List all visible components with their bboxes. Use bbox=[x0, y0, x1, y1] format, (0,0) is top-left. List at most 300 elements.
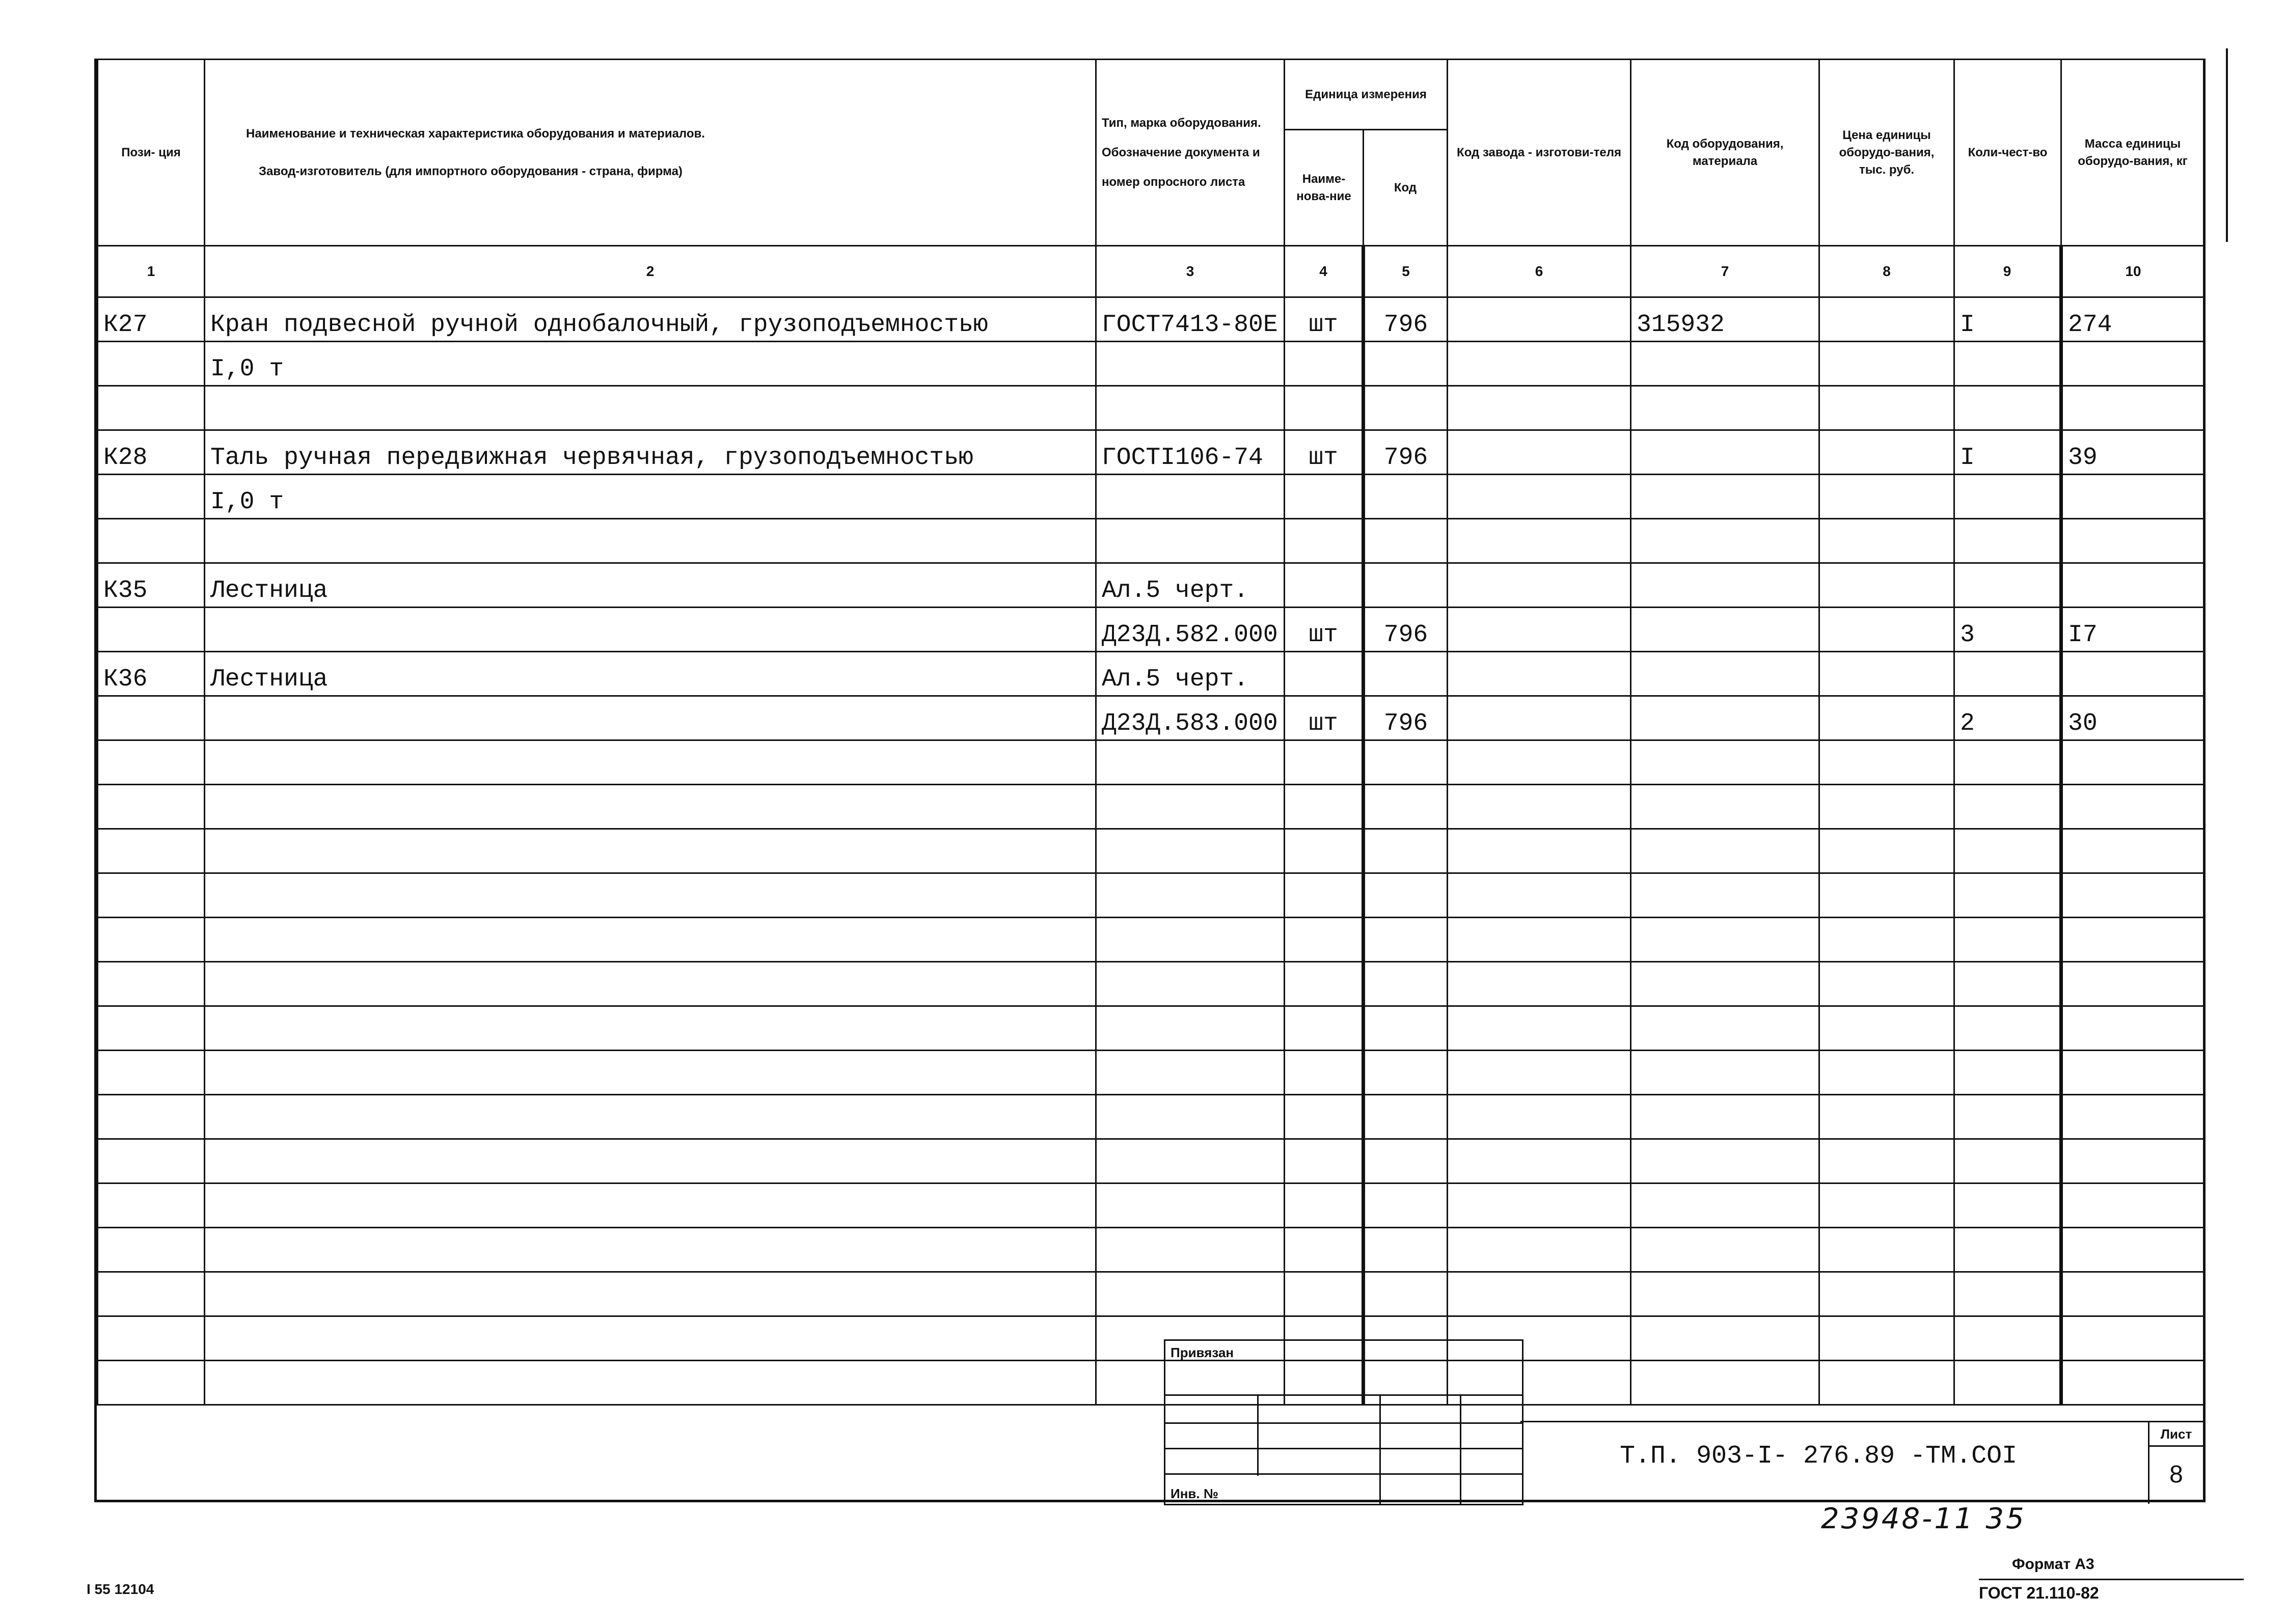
table-cell bbox=[1448, 740, 1631, 785]
column-number: 7 bbox=[1631, 246, 1819, 297]
table-cell bbox=[1364, 386, 1448, 430]
table-cell bbox=[1448, 652, 1631, 696]
table-cell bbox=[98, 1361, 205, 1405]
specification-table bbox=[97, 59, 2205, 1406]
table-cell bbox=[1364, 1095, 1448, 1139]
table-cell: К35 bbox=[98, 563, 205, 608]
table-cell bbox=[205, 1051, 1096, 1095]
table-cell bbox=[1448, 1183, 1631, 1228]
column-number: 9 bbox=[1954, 246, 2061, 297]
table-cell bbox=[98, 829, 205, 873]
table-cell bbox=[2061, 1228, 2205, 1272]
document-code: Т.П. 903-I- 276.89 -ТМ.СОI bbox=[1620, 1442, 2018, 1471]
table-cell bbox=[1819, 1272, 1954, 1316]
table-cell: шт bbox=[1285, 430, 1364, 475]
table-cell bbox=[1954, 342, 2061, 386]
table-cell bbox=[205, 1006, 1096, 1051]
table-row bbox=[98, 1272, 2205, 1316]
table-row bbox=[98, 475, 2205, 519]
table-cell bbox=[2061, 386, 2205, 430]
table-cell bbox=[205, 1361, 1096, 1405]
table-row bbox=[98, 740, 2205, 785]
table-cell bbox=[98, 519, 205, 563]
table-cell: 2 bbox=[1954, 696, 2061, 740]
table-cell bbox=[1631, 1228, 1819, 1272]
table-cell bbox=[1096, 1183, 1285, 1228]
format-label: Формат А3 bbox=[2012, 1556, 2094, 1573]
table-cell bbox=[1364, 475, 1448, 519]
table-cell bbox=[1631, 829, 1819, 873]
table-cell bbox=[98, 1051, 205, 1095]
table-cell bbox=[2061, 785, 2205, 829]
table-cell bbox=[1954, 918, 2061, 962]
header-equipment-code: Код оборудования, материала bbox=[1631, 60, 1819, 246]
table-cell bbox=[205, 386, 1096, 430]
table-cell bbox=[1448, 918, 1631, 962]
table-cell bbox=[205, 740, 1096, 785]
table-cell bbox=[2061, 342, 2205, 386]
table-cell: Лестница bbox=[205, 652, 1096, 696]
table-cell bbox=[1448, 1006, 1631, 1051]
table-cell bbox=[1631, 519, 1819, 563]
stamp-line bbox=[1165, 1394, 1522, 1396]
table-cell bbox=[1448, 829, 1631, 873]
table-cell: ГОСТ7413-80Е bbox=[1096, 297, 1285, 342]
column-number-row bbox=[98, 246, 2205, 297]
specification-body bbox=[98, 297, 2205, 1405]
table-cell bbox=[1364, 1183, 1448, 1228]
table-cell: Ал.5 черт. bbox=[1096, 563, 1285, 608]
table-cell: К28 bbox=[98, 430, 205, 475]
table-cell bbox=[98, 962, 205, 1006]
table-cell bbox=[1819, 1316, 1954, 1361]
header-mass: Масса единицы оборудо-вания, кг bbox=[2061, 60, 2205, 246]
table-cell bbox=[1285, 563, 1364, 608]
table-cell bbox=[2061, 1006, 2205, 1051]
table-cell bbox=[1954, 785, 2061, 829]
table-row bbox=[98, 1316, 2205, 1361]
header-name-line2: Завод-изготовитель (для импортного оборудования - страна, фирма) bbox=[259, 164, 683, 178]
table-cell bbox=[1631, 386, 1819, 430]
table-cell: шт bbox=[1285, 297, 1364, 342]
table-cell bbox=[98, 873, 205, 918]
table-cell bbox=[98, 1006, 205, 1051]
table-cell bbox=[1954, 1006, 2061, 1051]
table-cell bbox=[1096, 785, 1285, 829]
table-cell bbox=[1819, 918, 1954, 962]
table-cell bbox=[1819, 873, 1954, 918]
table-cell: 796 bbox=[1364, 608, 1448, 652]
table-cell bbox=[1096, 475, 1285, 519]
table-cell bbox=[1819, 962, 1954, 1006]
stamp-vline bbox=[1460, 1396, 1461, 1504]
table-cell bbox=[98, 475, 205, 519]
table-cell bbox=[1631, 1183, 1819, 1228]
table-cell bbox=[1448, 342, 1631, 386]
table-cell bbox=[1631, 740, 1819, 785]
table-cell bbox=[1364, 1006, 1448, 1051]
table-cell bbox=[1285, 829, 1364, 873]
table-row bbox=[98, 430, 2205, 475]
table-cell bbox=[1954, 1183, 2061, 1228]
table-cell bbox=[1285, 962, 1364, 1006]
table-cell bbox=[205, 1316, 1096, 1361]
table-row bbox=[98, 1051, 2205, 1095]
table-row bbox=[98, 342, 2205, 386]
table-cell bbox=[98, 785, 205, 829]
table-cell bbox=[2061, 1316, 2205, 1361]
table-cell bbox=[205, 1183, 1096, 1228]
table-cell bbox=[2061, 563, 2205, 608]
table-cell bbox=[1285, 342, 1364, 386]
table-cell bbox=[1096, 342, 1285, 386]
table-cell bbox=[1954, 1228, 2061, 1272]
table-cell: Таль ручная передвижная червячная, грузоподъемностью bbox=[205, 430, 1096, 475]
table-cell bbox=[1819, 608, 1954, 652]
column-number: 5 bbox=[1364, 246, 1448, 297]
table-cell bbox=[1448, 696, 1631, 740]
table-cell bbox=[1364, 962, 1448, 1006]
table-cell bbox=[98, 1228, 205, 1272]
table-cell bbox=[1364, 342, 1448, 386]
header-unit-group: Единица измерения bbox=[1285, 60, 1448, 130]
table-cell: 39 bbox=[2061, 430, 2205, 475]
table-cell bbox=[2061, 475, 2205, 519]
table-cell: I7 bbox=[2061, 608, 2205, 652]
table-cell bbox=[98, 740, 205, 785]
table-cell bbox=[1819, 386, 1954, 430]
table-cell bbox=[1631, 475, 1819, 519]
table-row bbox=[98, 785, 2205, 829]
table-cell bbox=[1448, 519, 1631, 563]
table-cell bbox=[2061, 1272, 2205, 1316]
table-cell bbox=[1631, 696, 1819, 740]
table-cell bbox=[1954, 873, 2061, 918]
header-name bbox=[205, 60, 1096, 246]
table-cell bbox=[98, 1272, 205, 1316]
table-row bbox=[98, 829, 2205, 873]
table-cell bbox=[1631, 1316, 1819, 1361]
table-cell bbox=[1954, 740, 2061, 785]
table-row bbox=[98, 696, 2205, 740]
table-cell: 796 bbox=[1364, 430, 1448, 475]
table-cell bbox=[1631, 1139, 1819, 1183]
table-cell bbox=[1285, 785, 1364, 829]
table-cell: 796 bbox=[1364, 297, 1448, 342]
header-factory-code: Код завода - изготови-теля bbox=[1448, 60, 1631, 246]
table-cell bbox=[2061, 519, 2205, 563]
table-cell bbox=[2061, 873, 2205, 918]
table-cell bbox=[205, 1139, 1096, 1183]
table-cell bbox=[2061, 1095, 2205, 1139]
table-cell bbox=[1448, 1051, 1631, 1095]
table-cell bbox=[205, 608, 1096, 652]
table-cell bbox=[1954, 563, 2061, 608]
table-cell bbox=[1364, 918, 1448, 962]
table-cell bbox=[1954, 386, 2061, 430]
table-cell bbox=[1285, 1139, 1364, 1183]
table-cell: Лестница bbox=[205, 563, 1096, 608]
table-cell bbox=[98, 386, 205, 430]
table-cell bbox=[1448, 1228, 1631, 1272]
table-cell bbox=[1819, 1051, 1954, 1095]
table-cell bbox=[1285, 1095, 1364, 1139]
table-cell bbox=[205, 1095, 1096, 1139]
table-cell bbox=[205, 962, 1096, 1006]
table-cell: шт bbox=[1285, 608, 1364, 652]
table-cell bbox=[1954, 1361, 2061, 1405]
header-name-line1: Наименование и техническая характеристика оборудования и материалов. bbox=[246, 126, 705, 141]
header-unit-code: Код bbox=[1364, 130, 1448, 246]
table-cell bbox=[1364, 785, 1448, 829]
table-cell bbox=[1096, 918, 1285, 962]
table-cell bbox=[1448, 1139, 1631, 1183]
table-cell bbox=[1096, 873, 1285, 918]
table-cell bbox=[1954, 962, 2061, 1006]
table-cell: ГОСТI106-74 bbox=[1096, 430, 1285, 475]
table-cell bbox=[1631, 785, 1819, 829]
table-cell bbox=[1448, 563, 1631, 608]
table-cell bbox=[1631, 918, 1819, 962]
table-cell bbox=[205, 1272, 1096, 1316]
table-cell: 315932 bbox=[1631, 297, 1819, 342]
table-cell bbox=[1819, 1006, 1954, 1051]
table-cell bbox=[1954, 519, 2061, 563]
table-cell: Д23Д.582.000 bbox=[1096, 608, 1285, 652]
table-cell bbox=[1631, 1095, 1819, 1139]
table-cell bbox=[1819, 785, 1954, 829]
header-unit-name: Наиме-нова-ние bbox=[1285, 130, 1364, 246]
table-cell bbox=[2061, 1051, 2205, 1095]
table-cell bbox=[1819, 563, 1954, 608]
table-row bbox=[98, 918, 2205, 962]
table-cell bbox=[1448, 475, 1631, 519]
table-cell: К27 bbox=[98, 297, 205, 342]
table-cell bbox=[1285, 740, 1364, 785]
table-cell bbox=[1448, 962, 1631, 1006]
table-cell bbox=[1819, 475, 1954, 519]
table-cell bbox=[1285, 1228, 1364, 1272]
table-cell bbox=[1819, 1139, 1954, 1183]
table-cell bbox=[1285, 1051, 1364, 1095]
table-cell bbox=[98, 1183, 205, 1228]
table-cell bbox=[1364, 829, 1448, 873]
table-cell bbox=[1819, 519, 1954, 563]
table-row bbox=[98, 1183, 2205, 1228]
table-cell bbox=[1819, 297, 1954, 342]
header-quantity: Коли-чест-во bbox=[1954, 60, 2061, 246]
table-cell: 30 bbox=[2061, 696, 2205, 740]
header-position: Пози- ция bbox=[98, 60, 205, 246]
table-cell bbox=[205, 918, 1096, 962]
header-type: Тип, марка оборудования. Обозначение документа и номер опросного листа bbox=[1096, 60, 1285, 246]
sheet-box bbox=[2148, 1422, 2203, 1504]
table-cell bbox=[98, 342, 205, 386]
table-cell bbox=[1631, 342, 1819, 386]
table-cell bbox=[98, 1316, 205, 1361]
sheet-number: 8 bbox=[2169, 1461, 2183, 1488]
table-row bbox=[98, 608, 2205, 652]
table-cell bbox=[98, 1095, 205, 1139]
table-cell bbox=[1364, 652, 1448, 696]
stamp-label-inventory: Инв. № bbox=[1171, 1486, 1218, 1501]
table-cell bbox=[98, 608, 205, 652]
stamp-line bbox=[1165, 1473, 1522, 1475]
table-cell bbox=[98, 918, 205, 962]
table-cell bbox=[1448, 785, 1631, 829]
table-cell bbox=[2061, 652, 2205, 696]
column-number: 3 bbox=[1096, 246, 1285, 297]
table-cell bbox=[1448, 873, 1631, 918]
table-cell bbox=[1631, 873, 1819, 918]
table-cell bbox=[1364, 1051, 1448, 1095]
table-cell bbox=[1448, 386, 1631, 430]
table-cell bbox=[1096, 386, 1285, 430]
table-cell bbox=[1819, 1183, 1954, 1228]
table-cell bbox=[1096, 962, 1285, 1006]
table-cell: 3 bbox=[1954, 608, 2061, 652]
table-row bbox=[98, 1006, 2205, 1051]
header-price: Цена единицы оборудо-вания, тыс. руб. bbox=[1819, 60, 1954, 246]
table-cell bbox=[1096, 1095, 1285, 1139]
table-cell bbox=[1631, 1051, 1819, 1095]
table-cell bbox=[1819, 342, 1954, 386]
table-cell bbox=[1954, 475, 2061, 519]
table-cell bbox=[1954, 1272, 2061, 1316]
format-underline bbox=[1979, 1579, 2244, 1580]
table-cell: 796 bbox=[1364, 696, 1448, 740]
table-cell bbox=[1285, 519, 1364, 563]
stamp-line bbox=[1165, 1448, 1522, 1449]
table-cell bbox=[1954, 1051, 2061, 1095]
table-cell bbox=[205, 1228, 1096, 1272]
binding-stamp bbox=[1164, 1339, 1523, 1505]
table-cell: I,0 т bbox=[205, 342, 1096, 386]
table-cell bbox=[1285, 386, 1364, 430]
table-cell: I bbox=[1954, 297, 2061, 342]
table-cell bbox=[1096, 1051, 1285, 1095]
table-row bbox=[98, 652, 2205, 696]
table-cell bbox=[1631, 1361, 1819, 1405]
table-cell bbox=[1364, 1272, 1448, 1316]
table-cell bbox=[1285, 475, 1364, 519]
outer-right-line bbox=[2226, 48, 2228, 242]
table-cell bbox=[1819, 740, 1954, 785]
table-cell: I,0 т bbox=[205, 475, 1096, 519]
table-cell bbox=[1096, 1006, 1285, 1051]
table-cell bbox=[205, 829, 1096, 873]
table-cell bbox=[1096, 1228, 1285, 1272]
table-row bbox=[98, 1095, 2205, 1139]
table-row bbox=[98, 297, 2205, 342]
table-cell bbox=[1096, 1139, 1285, 1183]
table-row bbox=[98, 519, 2205, 563]
table-cell bbox=[1631, 608, 1819, 652]
table-cell: Кран подвесной ручной однобалочный, грузоподъемностью bbox=[205, 297, 1096, 342]
table-cell bbox=[1819, 1228, 1954, 1272]
stamp-vline bbox=[1257, 1396, 1259, 1476]
table-cell bbox=[1631, 1006, 1819, 1051]
table-row bbox=[98, 1361, 2205, 1405]
table-cell: шт bbox=[1285, 696, 1364, 740]
stamp-vline bbox=[1379, 1396, 1381, 1504]
table-cell bbox=[2061, 740, 2205, 785]
left-print-code: I 55 12104 bbox=[87, 1581, 154, 1597]
table-row bbox=[98, 563, 2205, 608]
table-row bbox=[98, 1139, 2205, 1183]
table-cell bbox=[1954, 1139, 2061, 1183]
table-cell bbox=[1364, 873, 1448, 918]
table-cell bbox=[98, 1139, 205, 1183]
table-cell bbox=[1954, 1316, 2061, 1361]
stamp-line bbox=[1165, 1422, 1522, 1424]
table-cell bbox=[1285, 1183, 1364, 1228]
column-number: 6 bbox=[1448, 246, 1631, 297]
stamp-label-privyazan: Привязан bbox=[1171, 1345, 1234, 1360]
table-cell bbox=[98, 696, 205, 740]
table-cell: Ал.5 черт. bbox=[1096, 652, 1285, 696]
table-cell bbox=[2061, 1183, 2205, 1228]
table-cell: Д23Д.583.000 bbox=[1096, 696, 1285, 740]
table-cell bbox=[1954, 1095, 2061, 1139]
table-cell bbox=[2061, 962, 2205, 1006]
table-cell bbox=[1285, 652, 1364, 696]
column-number: 8 bbox=[1819, 246, 1954, 297]
table-cell bbox=[1364, 519, 1448, 563]
table-cell bbox=[1819, 430, 1954, 475]
table-cell bbox=[1285, 873, 1364, 918]
table-cell bbox=[1096, 829, 1285, 873]
table-cell bbox=[1448, 430, 1631, 475]
table-cell bbox=[205, 873, 1096, 918]
table-cell bbox=[1631, 1272, 1819, 1316]
table-cell bbox=[1285, 1272, 1364, 1316]
handwritten-number: 23948-11 35 bbox=[1821, 1502, 2026, 1535]
table-cell bbox=[2061, 1139, 2205, 1183]
gost-label: ГОСТ 21.110-82 bbox=[1979, 1584, 2099, 1602]
table-cell bbox=[1631, 430, 1819, 475]
table-cell bbox=[1364, 1228, 1448, 1272]
table-row bbox=[98, 1228, 2205, 1272]
table-cell bbox=[1448, 297, 1631, 342]
table-cell bbox=[205, 785, 1096, 829]
table-cell bbox=[205, 696, 1096, 740]
table-cell bbox=[1819, 1095, 1954, 1139]
column-number: 4 bbox=[1285, 246, 1364, 297]
table-cell bbox=[1631, 652, 1819, 696]
table-cell bbox=[1285, 1006, 1364, 1051]
table-cell bbox=[1819, 1361, 1954, 1405]
table-cell bbox=[1819, 652, 1954, 696]
table-cell bbox=[1364, 1139, 1448, 1183]
table-cell: I bbox=[1954, 430, 2061, 475]
table-cell bbox=[1364, 563, 1448, 608]
table-cell bbox=[1954, 829, 2061, 873]
table-cell bbox=[1448, 1272, 1631, 1316]
table-cell bbox=[1364, 740, 1448, 785]
column-number: 2 bbox=[205, 246, 1096, 297]
table-cell bbox=[2061, 829, 2205, 873]
table-cell bbox=[1631, 962, 1819, 1006]
table-cell bbox=[1096, 740, 1285, 785]
table-cell bbox=[1954, 652, 2061, 696]
table-cell bbox=[1448, 608, 1631, 652]
table-cell: К36 bbox=[98, 652, 205, 696]
table-cell: 274 bbox=[2061, 297, 2205, 342]
table-cell bbox=[1096, 519, 1285, 563]
table-cell bbox=[1285, 918, 1364, 962]
table-cell bbox=[2061, 1361, 2205, 1405]
